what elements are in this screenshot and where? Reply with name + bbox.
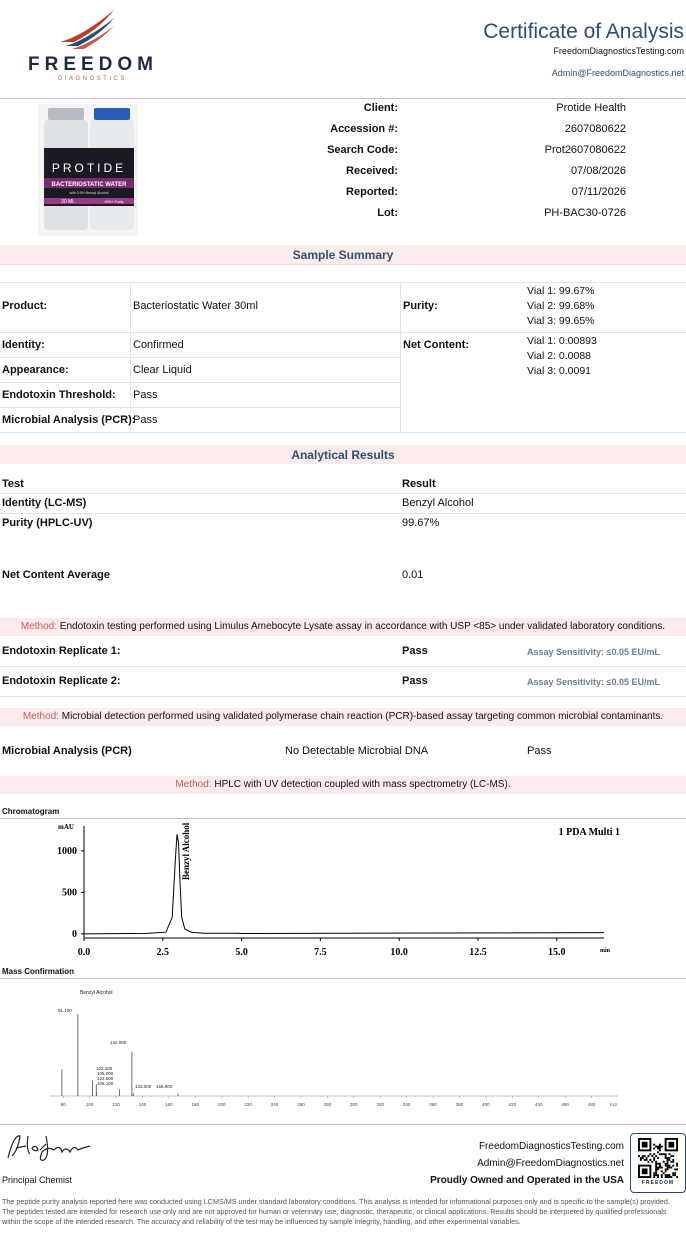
endotoxin-rep1-result: Pass bbox=[402, 645, 428, 657]
method2-label: Method: bbox=[22, 711, 59, 722]
client-info-value: 07/08/2026 bbox=[570, 165, 626, 177]
chrom-x-tick-label: 7.5 bbox=[314, 947, 327, 958]
client-info-label: Lot: bbox=[377, 207, 398, 219]
identity-test-label: Identity (LC-MS) bbox=[2, 497, 87, 509]
chrom-y-unit: mAU bbox=[58, 823, 74, 831]
mass-x-tick-label: 300 bbox=[350, 1102, 358, 1107]
mass-x-tick-label: 420 bbox=[508, 1102, 517, 1107]
net-vial-1: Vial 1: 0.00893 bbox=[527, 335, 597, 347]
header-divider bbox=[0, 98, 686, 99]
net-content-test-result: 0.01 bbox=[402, 569, 424, 581]
purity-label: Purity: bbox=[403, 300, 438, 312]
sample-summary-title: Sample Summary bbox=[292, 248, 394, 262]
client-info-block bbox=[260, 102, 626, 228]
row-sep bbox=[0, 407, 400, 408]
purity-test-result: 99.67% bbox=[402, 517, 440, 529]
chrom-x-tick-label: 10.0 bbox=[390, 947, 408, 958]
method3-text bbox=[0, 779, 686, 790]
mass-x-tick-label: 320 bbox=[376, 1102, 384, 1107]
endotoxin-threshold-value: Pass bbox=[133, 389, 158, 401]
client-info-row bbox=[260, 165, 626, 186]
mass-x-tick-label: 340 bbox=[402, 1102, 411, 1107]
client-info-label: Accession #: bbox=[330, 123, 398, 135]
product-vial-image bbox=[38, 104, 138, 236]
analytical-results-title: Analytical Results bbox=[291, 448, 395, 462]
product-value: Bacteriostatic Water 30ml bbox=[133, 300, 258, 312]
endotoxin-rep2-result: Pass bbox=[402, 675, 428, 687]
mass-peak-label: 166.900 bbox=[156, 1084, 173, 1089]
microbial-analysis-value: Pass bbox=[133, 414, 158, 426]
mass-x-tick-label: 100 bbox=[85, 1102, 94, 1107]
signature-image bbox=[4, 1130, 94, 1166]
chromatogram-series-line bbox=[84, 834, 604, 934]
appearance-label: Appearance: bbox=[2, 364, 69, 376]
client-info-row bbox=[260, 144, 626, 165]
chrom-x-tick-label: 0.0 bbox=[77, 947, 91, 958]
mass-x-tick-label: 360 bbox=[429, 1102, 437, 1107]
row-sep bbox=[0, 666, 686, 667]
row-sep bbox=[0, 432, 686, 433]
row-sep bbox=[0, 332, 686, 333]
method1-body: Endotoxin testing performed using Limulus Amebocyte Lysate assay in accordance with USP <85> under validated laboratory conditions. bbox=[59, 621, 666, 632]
row-sep bbox=[0, 282, 686, 283]
microbial-analysis-label: Microbial Analysis (PCR): bbox=[2, 414, 136, 426]
method1-label: Method: bbox=[20, 621, 57, 632]
chrom-x-tick-label: 5.0 bbox=[235, 947, 248, 958]
vial-product-text: BACTERIOSTATIC WATER bbox=[51, 182, 127, 188]
client-info-label: Search Code: bbox=[327, 144, 398, 156]
mass-x-tick-label: 240 bbox=[270, 1102, 279, 1107]
mass-x-tick-label: 80 bbox=[60, 1102, 66, 1107]
mass-x-tick-label: 260 bbox=[297, 1102, 305, 1107]
mass-divider bbox=[0, 978, 686, 979]
pcr-label: Microbial Analysis (PCR) bbox=[2, 745, 132, 757]
qr-code-icon bbox=[631, 1134, 685, 1180]
qr-caption: FREEDOM bbox=[642, 1180, 674, 1186]
mass-x-tick-label: 280 bbox=[323, 1102, 332, 1107]
endotoxin-rep2-sensitivity: Assay Sensitivity: ≤0.05 EU/mL bbox=[527, 677, 660, 687]
appearance-value: Clear Liquid bbox=[133, 364, 192, 376]
pcr-result: Pass bbox=[527, 745, 552, 757]
row-sep bbox=[0, 696, 686, 697]
net-vial-3: Vial 3: 0.0091 bbox=[527, 365, 592, 377]
client-info-label: Received: bbox=[346, 165, 398, 177]
mass-x-tick-label: 180 bbox=[191, 1102, 200, 1107]
identity-value: Confirmed bbox=[133, 339, 184, 351]
net-content-label: Net Content: bbox=[403, 339, 469, 351]
mass-peak-label: 122.600 bbox=[97, 1076, 114, 1081]
mass-spectrum-chart bbox=[0, 980, 686, 1112]
mass-x-tick-label: 120 bbox=[112, 1102, 120, 1107]
brand-logo-flag-icon bbox=[58, 8, 118, 50]
mass-x-tick-label: 140 bbox=[138, 1102, 147, 1107]
mass-peak-label: 105.000 bbox=[97, 1071, 114, 1076]
method2-text bbox=[0, 711, 686, 722]
qr-code-box[interactable] bbox=[630, 1133, 686, 1193]
pcr-finding: No Detectable Microbial DNA bbox=[285, 745, 429, 757]
row-sep bbox=[0, 357, 400, 358]
disclaimer-text: The peptide purity analysis reported here was conducted using LCMS/MS under standard laboratory conditions. This analysis is intended for informational purposes only and is specific to the sample(s) provided. The peptides tested are intended for research use only and are not approved for human or veterinary use, diagnostic, therapeutic, or clinical applications. Results should be interpreted by qualified professionals within the scope of the intended research. The accuracy and reliability of the test may be influenced by sample integrity, handling, and other experimental variables. bbox=[2, 1197, 670, 1226]
row-sep bbox=[0, 493, 686, 494]
brand-name: FREEDOM bbox=[28, 54, 158, 75]
client-info-value: 2607080622 bbox=[564, 123, 626, 135]
client-info-value: 07/11/2026 bbox=[571, 186, 626, 198]
purity-vial-3: Vial 3: 99.65% bbox=[527, 315, 595, 327]
footer-divider bbox=[0, 1124, 686, 1125]
mass-peak-label: 132.000 bbox=[110, 1040, 127, 1045]
chrom-x-tick-label: 2.5 bbox=[156, 947, 170, 958]
chrom-x-unit: min bbox=[600, 948, 611, 954]
method2-body: Microbial detection performed using validated polymerase chain reaction (PCR)-based assay targeting common microbial contaminants. bbox=[61, 711, 664, 722]
col-sep bbox=[130, 282, 131, 432]
mass-title: Mass Confirmation bbox=[2, 967, 75, 976]
client-info-value: PH-BAC30-0726 bbox=[544, 207, 626, 219]
net-content-test-label: Net Content Average bbox=[2, 569, 110, 581]
brand-subtitle: DIAGNOSTICS bbox=[58, 76, 127, 82]
result-column-header: Result bbox=[402, 478, 436, 490]
mass-x-tick-label: 480 bbox=[587, 1102, 596, 1107]
client-info-value: Prot2607080622 bbox=[544, 144, 626, 156]
client-info-row bbox=[260, 102, 626, 123]
mass-x-tick-label: 440 bbox=[534, 1102, 543, 1107]
method3-label: Method: bbox=[175, 779, 212, 790]
chrom-x-tick-label: 15.0 bbox=[547, 947, 566, 958]
chrom-peak-label: Benzyl Alcohol bbox=[180, 822, 191, 880]
mass-peak-label: 105.100 bbox=[97, 1081, 114, 1086]
test-column-header: Test bbox=[2, 478, 24, 490]
mass-peak-label: 102.100 bbox=[96, 1066, 113, 1071]
mass-x-unit: m/z bbox=[610, 1102, 618, 1107]
signature-name bbox=[4, 1130, 10, 1131]
endotoxin-rep1-sensitivity: Assay Sensitivity: ≤0.05 EU/mL bbox=[527, 647, 660, 657]
mass-peak-label: 91.100 bbox=[58, 1008, 72, 1013]
vial-detail-text: with 0.9% Benzyl Alcohol bbox=[69, 191, 109, 195]
summary-divider bbox=[0, 264, 686, 265]
mass-x-tick-label: 160 bbox=[165, 1102, 173, 1107]
mass-x-tick-label: 400 bbox=[482, 1102, 490, 1107]
chrom-y-tick-label: 500 bbox=[62, 887, 77, 899]
mass-peak-annotation: Benzyl Alcohol bbox=[80, 990, 113, 996]
identity-label: Identity: bbox=[2, 339, 45, 351]
client-info-row bbox=[260, 207, 626, 228]
chrom-x-tick-label: 12.5 bbox=[469, 947, 487, 958]
mass-x-tick-label: 200 bbox=[217, 1102, 226, 1107]
method3-body: HPLC with UV detection coupled with mass spectrometry (LC-MS). bbox=[214, 779, 511, 790]
header-email-link[interactable]: Admin@FreedomDiagnostics.net bbox=[551, 68, 684, 78]
method1-text bbox=[0, 621, 686, 632]
chromatogram-title: Chromatogram bbox=[2, 807, 60, 816]
client-info-value: Protide Health bbox=[556, 102, 626, 114]
row-sep bbox=[0, 513, 686, 514]
chromatogram-chart bbox=[0, 818, 686, 966]
identity-test-result: Benzyl Alcohol bbox=[402, 497, 474, 509]
mass-x-tick-label: 220 bbox=[244, 1102, 252, 1107]
page-title: Certificate of Analysis bbox=[483, 20, 684, 43]
row-sep bbox=[0, 382, 400, 383]
vial-brand-text: PROTIDE bbox=[51, 161, 127, 175]
vial-tag-text: 99%+ Purity bbox=[104, 200, 124, 204]
client-info-row bbox=[260, 186, 626, 207]
client-info-label: Reported: bbox=[346, 186, 398, 198]
col-sep bbox=[400, 282, 401, 432]
net-vial-2: Vial 2: 0.0088 bbox=[527, 350, 592, 362]
endotoxin-rep2-label: Endotoxin Replicate 2: bbox=[2, 675, 121, 687]
footer-website-link[interactable]: FreedomDiagnosticsTesting.com bbox=[478, 1141, 624, 1152]
purity-test-label: Purity (HPLC-UV) bbox=[2, 517, 93, 529]
footer-tagline: Proudly Owned and Operated in the USA bbox=[430, 1175, 624, 1186]
product-label: Product: bbox=[2, 300, 48, 312]
mass-peak-label: 133.000 bbox=[135, 1084, 152, 1089]
chrom-y-tick-label: 1000 bbox=[57, 845, 77, 857]
chrom-y-tick-label: 0 bbox=[72, 928, 77, 940]
mass-x-tick-label: 380 bbox=[455, 1102, 464, 1107]
mass-x-tick-label: 460 bbox=[561, 1102, 569, 1107]
purity-vial-1: Vial 1: 99.67% bbox=[527, 285, 595, 297]
endotoxin-rep1-label: Endotoxin Replicate 1: bbox=[2, 645, 121, 657]
header-website-link[interactable]: FreedomDiagnosticsTesting.com bbox=[553, 46, 684, 56]
signer-role: Principal Chemist bbox=[2, 1175, 73, 1185]
client-info-row bbox=[260, 123, 626, 144]
endotoxin-threshold-label: Endotoxin Threshold: bbox=[2, 389, 116, 401]
vial-volume-text: 30 ML bbox=[61, 199, 75, 205]
footer-email-link[interactable]: Admin@FreedomDiagnostics.net bbox=[477, 1158, 624, 1169]
chrom-legend: 1 PDA Multi 1 bbox=[558, 827, 620, 838]
purity-vial-2: Vial 2: 99.68% bbox=[527, 300, 595, 312]
client-info-label: Client: bbox=[363, 102, 398, 114]
